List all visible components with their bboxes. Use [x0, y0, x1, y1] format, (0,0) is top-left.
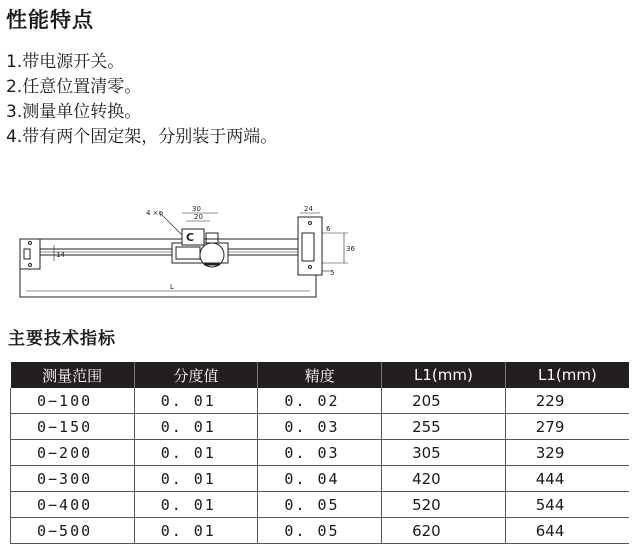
cell-l1-b: 279: [505, 414, 629, 440]
letter-c: C: [186, 231, 195, 244]
features-title: 性能特点: [6, 8, 94, 32]
dim-20: 20: [194, 213, 203, 221]
cell-accuracy: 0. 03: [258, 440, 382, 466]
cell-division: 0. 01: [134, 388, 258, 414]
dim-l: L: [170, 283, 174, 291]
cell-l1-b: 544: [505, 492, 629, 518]
header-division: 分度值: [134, 362, 258, 388]
cell-accuracy: 0. 05: [258, 492, 382, 518]
base-frame: [20, 239, 316, 297]
feature-item: 1.带电源开关。: [6, 52, 125, 72]
table-row: [11, 518, 630, 544]
cell-division: 0. 01: [134, 414, 258, 440]
cell-accuracy: 0. 05: [258, 518, 382, 544]
dim-6: 6: [326, 225, 331, 233]
cell-division: 0. 01: [134, 492, 258, 518]
spec-table: [10, 362, 629, 544]
cell-l1-a: 305: [382, 440, 506, 466]
dim-5: 5: [330, 269, 335, 277]
cell-l1-a: 620: [382, 518, 506, 544]
feature-item: 4.带有两个固定架，分别装于两端。: [6, 127, 278, 147]
table-header-row: [11, 362, 630, 388]
cell-division: 0. 01: [134, 518, 258, 544]
cell-l1-b: 329: [505, 440, 629, 466]
cell-accuracy: 0. 03: [258, 414, 382, 440]
header-range: 测量范围: [11, 362, 135, 388]
dim-24: 24: [304, 205, 313, 213]
cell-range: 0−300: [11, 466, 135, 492]
table-row: [11, 388, 630, 414]
cell-accuracy: 0. 04: [258, 466, 382, 492]
dim-36: 36: [346, 245, 355, 253]
cell-l1-b: 229: [505, 388, 629, 414]
cell-l1-a: 205: [382, 388, 506, 414]
mark-4-phi: 4 ×φ: [146, 209, 164, 217]
cell-range: 0−500: [11, 518, 135, 544]
header-accuracy: 精度: [258, 362, 382, 388]
dim-30: 30: [192, 205, 201, 213]
cell-range: 0−400: [11, 492, 135, 518]
cell-range: 0−150: [11, 414, 135, 440]
header-l1-a: L1(mm): [382, 362, 506, 388]
caliper-drawing: [14, 205, 364, 307]
cell-division: 0. 01: [134, 466, 258, 492]
feature-item: 2.任意位置清零。: [6, 77, 142, 97]
cell-range: 0−200: [11, 440, 135, 466]
cell-division: 0. 01: [134, 440, 258, 466]
dim-14: 14: [56, 251, 65, 259]
cell-range: 0−100: [11, 388, 135, 414]
feature-item: 3.测量单位转换。: [6, 102, 142, 122]
cell-l1-b: 444: [505, 466, 629, 492]
table-row: [11, 440, 630, 466]
header-l1-b: L1(mm): [505, 362, 629, 388]
table-row: [11, 492, 630, 518]
features-list: [6, 50, 277, 150]
cell-l1-a: 420: [382, 466, 506, 492]
spec-title: 主要技术指标: [8, 329, 116, 349]
cell-l1-a: 255: [382, 414, 506, 440]
cell-accuracy: 0. 02: [258, 388, 382, 414]
table-row: [11, 466, 630, 492]
cell-l1-a: 520: [382, 492, 506, 518]
table-row: [11, 414, 630, 440]
cell-l1-b: 644: [505, 518, 629, 544]
